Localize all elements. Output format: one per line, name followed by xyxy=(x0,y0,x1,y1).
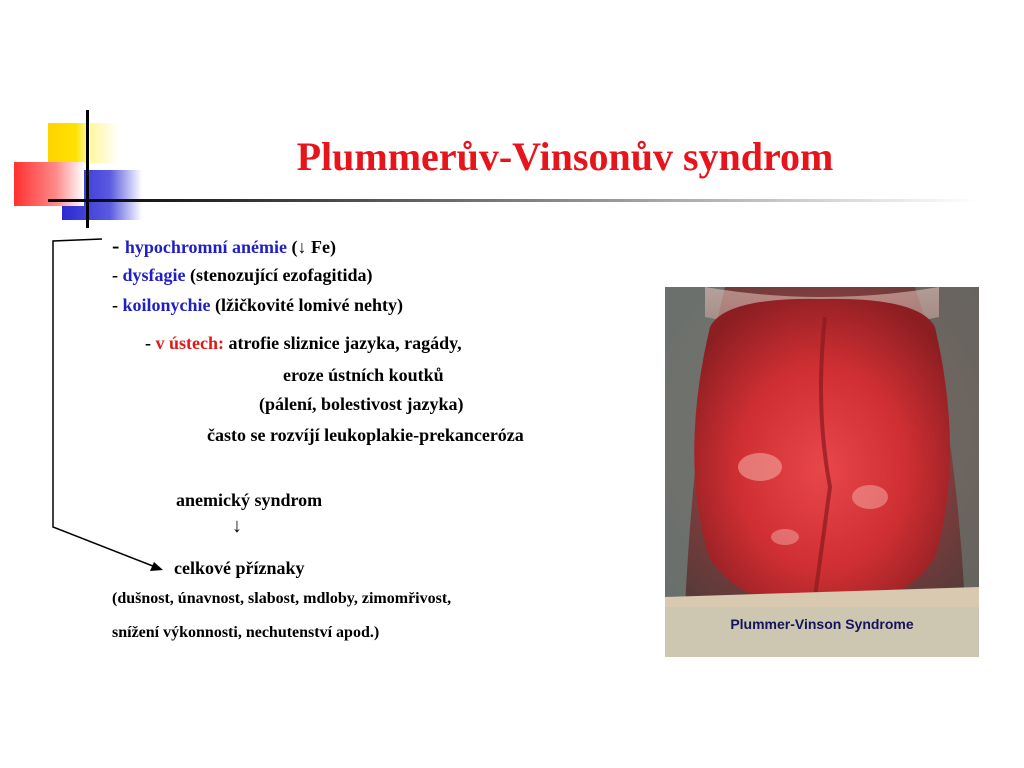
bullet-detail: (lžičkovité lomivé nehty) xyxy=(210,295,403,315)
anemic-syndrome: anemický syndrom xyxy=(176,490,323,510)
mouth-line-4: často se rozvíjí leukoplakie-prekanceróza xyxy=(207,425,524,445)
photo-caption: Plummer-Vinson Syndrome xyxy=(730,616,914,632)
bullet-detail: (↓ Fe) xyxy=(287,237,336,257)
bullet-detail: (stenozující ezofagitida) xyxy=(185,265,373,285)
general-symptoms-detail-1: (dušnost, únavnost, slabost, mdloby, zimomřivost, xyxy=(112,590,452,607)
bullet-dash: - xyxy=(112,265,123,285)
connector-line xyxy=(53,239,158,568)
bullet-term: koilonychie xyxy=(122,295,211,315)
mouth-label: v ústech: xyxy=(155,333,224,353)
tongue-photo xyxy=(665,287,979,657)
bullet-term: hypochromní anémie xyxy=(124,237,288,257)
connector-arrowhead xyxy=(150,562,163,571)
mouth-text: atrofie sliznice jazyka, ragády, xyxy=(224,333,462,353)
mouth-line-2: eroze ústních koutků xyxy=(283,365,444,385)
down-arrow-icon: ↓ xyxy=(232,515,242,537)
bullet-term: dysfagie xyxy=(122,265,186,285)
mouth-line-3: (pálení, bolestivost jazyka) xyxy=(259,394,464,414)
bullet-dash: - xyxy=(145,333,156,353)
bullet-dash: - xyxy=(112,295,123,315)
general-symptoms-detail-2: snížení výkonnosti, nechutenství apod.) xyxy=(112,624,380,641)
connector-arrow xyxy=(0,0,200,600)
slide-title: Plummerův-Vinsonův syndrom xyxy=(296,134,834,179)
bullet-dash: - xyxy=(112,233,125,258)
tongue-illustration xyxy=(665,287,979,607)
general-symptoms: celkové příznaky xyxy=(174,558,305,578)
